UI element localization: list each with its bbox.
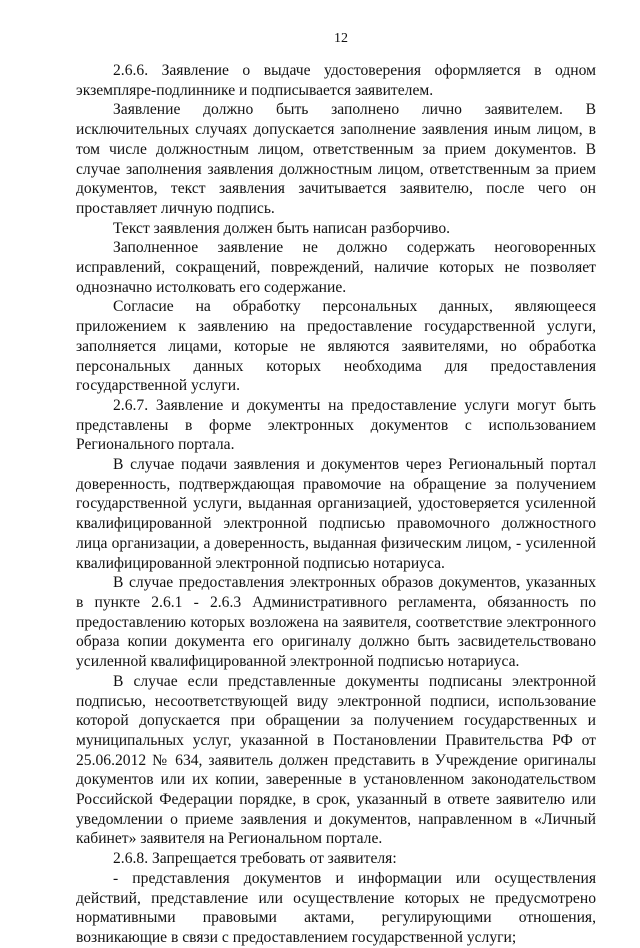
paragraph-signature-mismatch: В случае если представленные документы подписаны электронной подписью, несоответствующей виду электронной подписи, использование которой допускается при обращении за получением государственных и муниципальных услуг, указанной в Постановлении Правительства РФ от 25.06.2012 № 634, заявитель должен представить в Учреждение оригиналы документов или их копии, заверенные в установленном законодательством Российской Федерации порядке, в срок, указанный в ответе заявителю или уведомлении о приеме заявления и документов, направленном в «Личный кабинет» заявителя на Региональном портале. [76, 672, 596, 848]
paragraph-2-6-7: 2.6.7. Заявление и документы на предоставление услуги могут быть представлены в форме электронных документов с использованием Регионального портала. [76, 396, 596, 454]
paragraph-legibility: Текст заявления должен быть написан разборчиво. [113, 219, 451, 237]
paragraph-prohibited-requirements: - представления документов и информации или осуществления действий, представление или осуществление которых не предусмотрено нормативными правовыми актами, регулирующими отношения, возникающие в связи с предоставлением государственной услуги; [76, 869, 596, 946]
paragraph-personal-data-consent: Согласие на обработку персональных данных, являющееся приложением к заявлению на предоставление государственной услуги, заполняется лицами, которые не являются заявителями, но обработка персональных данных которых необходима для предоставления государственной услуги. [76, 298, 596, 395]
document-page [76, 30, 596, 948]
paragraph-filling-rules: Заявление должно быть заполнено лично заявителем. В исключительных случаях допускается заполнение заявления иным лицом, в том числе должностным лицом, ответственным за прием документов. В случае заполнения заявления должностным лицом, ответственным за прием документов, текст заявления зачитывается заявителю, после чего он проставляет личную подпись. [76, 101, 596, 217]
page-number: 12 [334, 31, 348, 46]
paragraph-2-6-6: 2.6.6. Заявление о выдаче удостоверения оформляется в одном экземпляре-подлиннике и подписывается заявителем. [76, 62, 596, 99]
paragraph-2-6-8: 2.6.8. Запрещается требовать от заявителя: [113, 850, 397, 868]
paragraph-no-corrections: Заполненное заявление не должно содержать неоговоренных исправлений, сокращений, повреждений, наличие которых не позволяет однозначно истолковать его содержание. [76, 239, 596, 296]
paragraph-power-of-attorney: В случае подачи заявления и документов через Региональный портал доверенность, подтверждающая правомочие на обращение за получением государственной услуги, выданная организацией, удостоверяется усиленной квалифицированной электронной подписью правомочного должностного лица организации, а доверенность, выданная физическим лицом, - усиленной квалифицированной электронной подписью нотариуса. [76, 456, 596, 572]
paragraph-electronic-copies: В случае предоставления электронных образов документов, указанных в пункте 2.6.1 - 2.6.3 Административного регламента, обязанность по предоставлению которых возложена на заявителя, соответствие электронного образа копии документа его оригиналу должно быть засвидетельствовано усиленной квалифицированной электронной подписью нотариуса. [76, 574, 596, 671]
